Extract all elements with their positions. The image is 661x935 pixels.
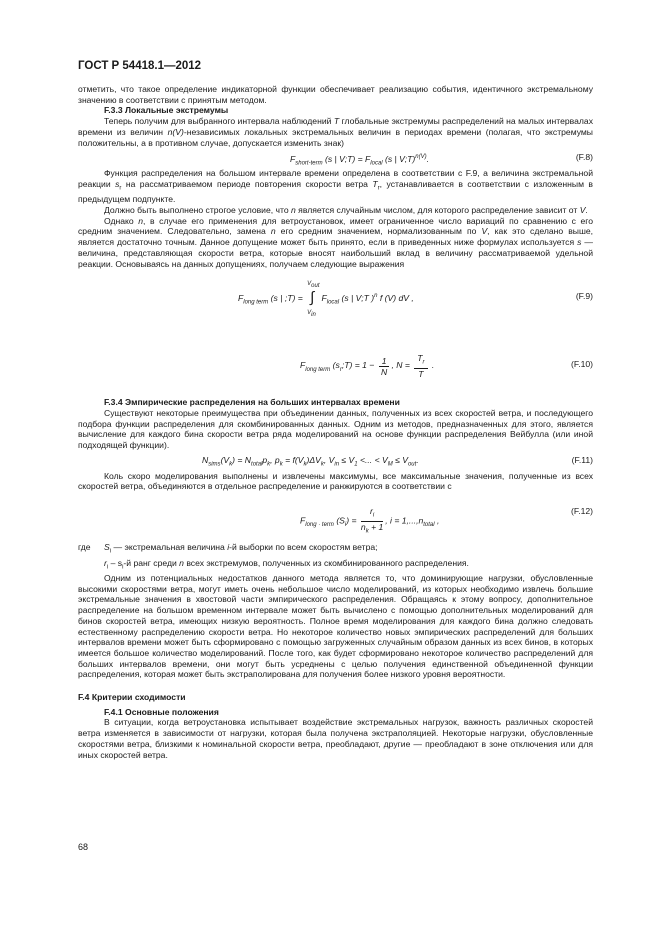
equation-number: (F.12): [571, 506, 593, 517]
equation-number: (F.11): [571, 454, 593, 465]
equation-number: (F.8): [575, 152, 593, 163]
equation-number: (F.9): [575, 291, 593, 302]
equation-f10: [78, 345, 593, 383]
where-clause-ri: $r_i - s_i-й$ ранг среди n всех экстремумов, полученных из скомбинированного распределения.: [104, 557, 469, 571]
equation-f11: [78, 451, 593, 471]
paragraph-condition: Должно быть выполнено строгое условие, что n является случайным числом, для которого распределение зависит от V.: [104, 205, 588, 216]
where-clause-si: где $S_i$ — экстремальная величина i-й выборки по всем скоростям ветра;: [78, 542, 378, 555]
paragraph-assumptions: Однако n, в случае его применения для ветроустановок, имеет ограниченное число вариаций по сравнению с его средним значением. Следовательно, замена n его средним значением, нормализованным по V, как это сделано выше, является достаточно точным. Данное допущение может быть принято, если в приведенных ниже формулах используется s — величина, представляющая скорости ветра, которые вносят наибольший вклад в величину рассматриваемой удельной реакции. Основываясь на данных допущениях, получаем следующие выражения: [78, 215, 594, 269]
formula-f10: $F_{long term}$ $(s_r;T) = 1$ − $\frac{1}{N}$ , N = $\frac{T_r}{T}$ .: [300, 353, 435, 379]
formula-f11: $N_{sims}(V_k) = N_{total}p_k$, $p_k = f(V_k)\Delta V_k$, $V_{in} \le V_1$ <... < $V_M \le V_{out}$.: [202, 454, 419, 468]
equation-f8: [78, 148, 593, 168]
paragraph-combining-data: Существуют некоторые преимущества при объединении данных, полученных из всех скоростей ветра, и последующего подбора функции распределения для скомбинированных данных. Одним из методов, предназначенных для этого, является вычисление для каждого бина скорости ветра ряда моделирований на основе функции распределения Вейбулла (или иной подходящей функции).: [78, 407, 593, 451]
integral-sign: $V_{out}$ ∫ $V_{in}$: [307, 281, 320, 319]
section-heading-f4: F.4 Критерии сходимости: [78, 692, 186, 703]
fraction-rank: $\frac{r_i}{n_k + 1}$: [360, 506, 384, 535]
formula-f8: $F_{short-term}$ (s | V;T) = $F_{local}$ (s | V;T)$^{n(V)}$.: [290, 154, 429, 167]
paragraph-global-extremes: Теперь получим для выбранного интервала наблюдений T глобальные экстремумы распределений на малых интервалах времени из величин n(V)-независимых локальных экстремальных величин в периодах времени (полагая, что экстремумы положительны, а в противном случае, допускается изменить знак): [78, 116, 593, 148]
paragraph-extreme-loads: В ситуации, когда ветроустановка испытывает воздействие экстремальных нагрузок, важность различных скоростей ветра изменяется в зависимости от нагрузки, которая была получена экстраполяцией. Некоторые нагрузки, обусловленные скоростями ветра, близкими к номинальной скорости ветра, преобладают, другие — преобладают в зоне отключения или для иных скоростей ветра.: [78, 717, 593, 760]
section-heading-f41: F.4.1 Основные положения: [104, 706, 219, 717]
formula-f12: $F_{long \cdot term}$ $(S_i)$ = $\frac{r_i}{n_k + 1}$ , $i = 1,...,n_{total}$ ,: [300, 506, 440, 535]
document-header: ГОСТ Р 54418.1—2012: [78, 60, 202, 72]
formula-f9: $F_{long term}$ (s | ;T) = $V_{out}$ ∫ $V_{in}$ $F_{local}$ (s | V;T )$^n$ f (V) dV ,: [238, 281, 414, 319]
paragraph-f9-intro: Функция распределения на большом интервале времени определена в соответствии с F.9, а величина экстремальной реакции $s_r$ на рассматриваемом периоде повторения скорости ветра $T_r$, устанавливается в соответствии с изложенным в предыдущем подпункте.: [78, 168, 593, 205]
fraction-tr-over-t: $\frac{T_r}{T}$: [414, 353, 427, 379]
page-body: [78, 84, 593, 760]
paragraph-drawbacks: Одним из потенциальных недостатков данного метода является то, что доминирующие нагрузки, обусловленные высокими скоростями ветра, могут иметь очень небольшое число моделирований, из которых необходимо извлечь большие экстремальные значения в хвостовой части эмпирического распределения. Обращаясь к этому вопросу, дополнительное распределение на большом временном интервале может быть вычислено с помощью дополнительных моделирований для бинов скоростей ветра, имеющих низкую вероятность. Полное время моделирования для каждого бина должно следовать естественному распределению скорости ветра. Но некоторое количество новых эмпирических распределений для больших интервалов времени может быть сформировано с помощью загруженных случайным образом данных из всех бинов, в которых имеется большое количество моделирований. После того, как будет сформировано некоторое количество распределений для больших интервалов времени, они могут быть усреднены с целью получения единственной объединенной функции распределения, которая может быть экстраполирована для получения более низкого уровня вероятности.: [78, 573, 593, 680]
spacer: [78, 327, 593, 345]
paragraph-ranking: Коль скоро моделирования выполнены и извлечены максимумы, все максимальные значения, полученные из всех скоростей ветра, объединяются в отдельное распределение и ранжируются в соответствии с: [78, 470, 593, 492]
equation-f9: [78, 269, 593, 327]
section-heading-f34: F.3.4 Эмпирические распределения на больших интервалах времени: [104, 397, 400, 408]
equation-f12: [78, 492, 593, 542]
fraction-one-over-n: $\frac{1}{N}$: [379, 356, 390, 377]
equation-number: (F.10): [571, 359, 593, 370]
section-heading-f33: F.3.3 Локальные экстремумы: [104, 105, 229, 116]
page-number: 68: [78, 842, 89, 852]
paragraph-continuation: отметить, что такое определение индикаторной функции обеспечивает реализацию события, идентичного экстремальному значению в соответствии с принятым методом.: [78, 84, 593, 105]
